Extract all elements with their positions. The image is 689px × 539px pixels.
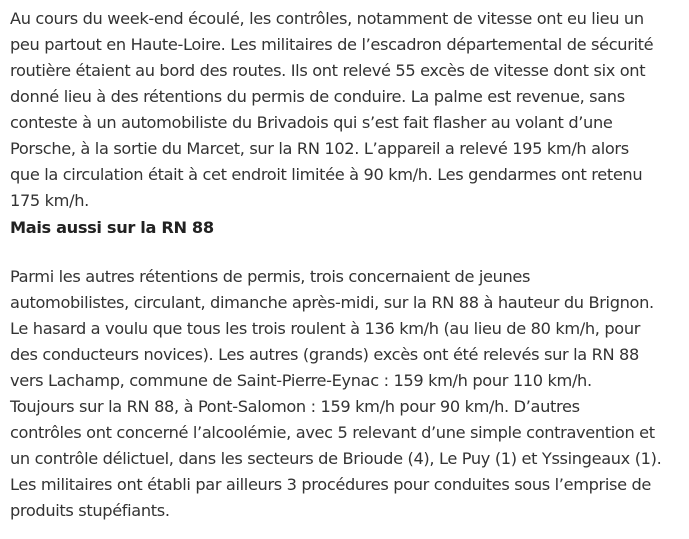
paragraph-line: Parmi les autres rétentions de permis, trois concernaient de jeunes <box>10 267 531 286</box>
paragraph-line: peu partout en Haute-Loire. Les militaires de l’escadron départemental de sécurité <box>10 35 654 54</box>
paragraph-line: Les militaires ont établi par ailleurs 3 procédures pour conduites sous l’emprise de <box>10 475 652 494</box>
paragraph-line: produits stupéfiants. <box>10 501 170 520</box>
paragraph-line: Porsche, à la sortie du Marcet, sur la RN 102. L’appareil a relevé 195 km/h alors <box>10 139 629 158</box>
paragraph-line: vers Lachamp, commune de Saint-Pierre-Eynac : 159 km/h pour 110 km/h. <box>10 371 592 390</box>
section-heading: Mais aussi sur la RN 88 <box>10 218 214 237</box>
paragraph-line: Toujours sur la RN 88, à Pont-Salomon : 159 km/h pour 90 km/h. D’autres <box>10 397 580 416</box>
paragraph-line: automobilistes, circulant, dimanche après-midi, sur la RN 88 à hauteur du Brignon. <box>10 293 654 312</box>
paragraph-line: des conducteurs novices). Les autres (grands) excès ont été relevés sur la RN 88 <box>10 345 639 364</box>
paragraph-line: que la circulation était à cet endroit limitée à 90 km/h. Les gendarmes ont retenu <box>10 165 643 184</box>
paragraph-line: un contrôle délictuel, dans les secteurs de Brioude (4), Le Puy (1) et Yssingeaux (1). <box>10 449 662 468</box>
paragraph-line: donné lieu à des rétentions du permis de conduire. La palme est revenue, sans <box>10 87 625 106</box>
paragraph-line: conteste à un automobiliste du Brivadois qui s’est fait flasher au volant d’une <box>10 113 613 132</box>
paragraph-line: 175 km/h. <box>10 191 89 210</box>
paragraph-line: contrôles ont concerné l’alcoolémie, avec 5 relevant d’une simple contravention et <box>10 423 655 442</box>
paragraph-line: Le hasard a voulu que tous les trois roulent à 136 km/h (au lieu de 80 km/h, pour <box>10 319 641 338</box>
paragraph-line: routière étaient au bord des routes. Ils ont relevé 55 excès de vitesse dont six ont <box>10 61 646 80</box>
paragraph-line: Au cours du week-end écoulé, les contrôles, notamment de vitesse ont eu lieu un <box>10 9 644 28</box>
